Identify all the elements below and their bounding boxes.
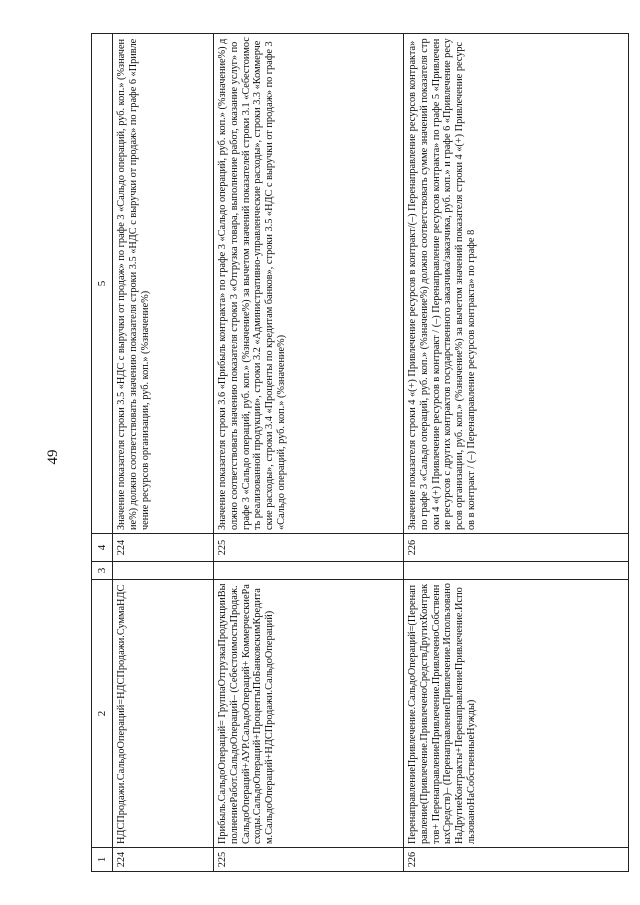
row-code: 225 [214, 534, 404, 562]
header-col-4: 4 [92, 534, 113, 562]
row-number: 226 [404, 848, 629, 872]
header-col-3: 3 [92, 562, 113, 580]
landscape-table-wrapper [91, 33, 639, 872]
row-code: 226 [404, 534, 629, 562]
header-row [92, 34, 113, 872]
page-number: 49 [45, 449, 61, 465]
row-description: Значение показателя строки 4 «(+) Привлечение ресурсов в контракт/(–) Перенаправление ресурсов контракта» по графе 3 «Сальдо операций, руб. коп.» (%значение%) должно соответствовать сумме значений показателя строки 4 «(+) Привлечение ресурсов в контракт / (–) Перенаправление ресурсов контракта» по графе 5 «Привлечение ресурсов с других контрактов государственного заказчика/заказчика, руб. коп.» и графе 6 «Привлечение ресурсов организации, руб. коп.» (%значение%) за вычетом значений показателя строки 4 «(+) Привлечение ресурсов в контракт / (–) Перенаправление ресурсов контракта» по графе 8 [404, 34, 629, 534]
header-col-2: 2 [92, 580, 113, 848]
row-description: Значение показателя строки 3.5 «НДС с выручки от продаж» по графе 3 «Сальдо операций, руб. коп.» (%значение%) должно соответствовать значению показателя строки 3.5 «НДС с выручки от продаж» по графе 6 «Привлечение ресурсов организации, руб. коп.» (%значение%) [113, 34, 214, 534]
row-code: 224 [113, 534, 214, 562]
table-row [113, 34, 214, 872]
validation-rules-table [91, 33, 629, 872]
row-number: 225 [214, 848, 404, 872]
row-col3 [214, 562, 404, 580]
rotated-page-area [91, 33, 639, 872]
header-col-1: 1 [92, 848, 113, 872]
row-col3 [404, 562, 629, 580]
row-formula: Прибыль.СальдоОпераций= ГруппаОтгрузкаПродукцииВыполнениеРабот.СальдоОпераций– (СебестоимостьПродаж.СальдоОпераций+АУР.СальдоОпераций+ КоммерческиеРасходы.СальдоОпераций+ПроцентыПоБанковскимКредитам.СальдоОпераций+НДСПродажи.СальдоОпераций) [214, 580, 404, 848]
row-formula: НДСПродажи.СальдоОпераций=НДСПродажи.СуммаНДС [113, 580, 214, 848]
row-formula: ПеренаправлениеПривлечение.СальдоОпераций=(Перенаправление(Привлечение.ПривлеченоСредствДругихКонтрактов+ ПеренаправлениеПривлечение.ПривлеченоСобственныхСредств)– (ПеренаправлениеПривлечение.ИспользованоНаДругиеКонтракты+ПеренаправлениеПривлечение.ИспользованоНаСобственныеНужды) [404, 580, 629, 848]
table-row [404, 34, 629, 872]
header-col-5: 5 [92, 34, 113, 534]
row-description: Значение показателя строки 3.6 «Прибыль контракта» по графе 3 «Сальдо операций, руб. коп.» (%значение%) должно соответствовать значению показателя строки 3 «Отгрузка товара, выполнение работ, оказание услуг» по графе 3 «Сальдо операций, руб. коп.» (%значение%) за вычетом значений показателей строки 3.1 «Себестоимость реализованной продукции», строки 3.2 «Административно-управленческие расходы», строки 3.3 «Коммерческие расходы», строки 3.4 «Проценты по кредитам банков», строки 3.5 «НДС с выручки от продаж» по графе 3 «Сальдо операций, руб. коп.» (%значение%) [214, 34, 404, 534]
table-row [214, 34, 404, 872]
row-number: 224 [113, 848, 214, 872]
row-col3 [113, 562, 214, 580]
